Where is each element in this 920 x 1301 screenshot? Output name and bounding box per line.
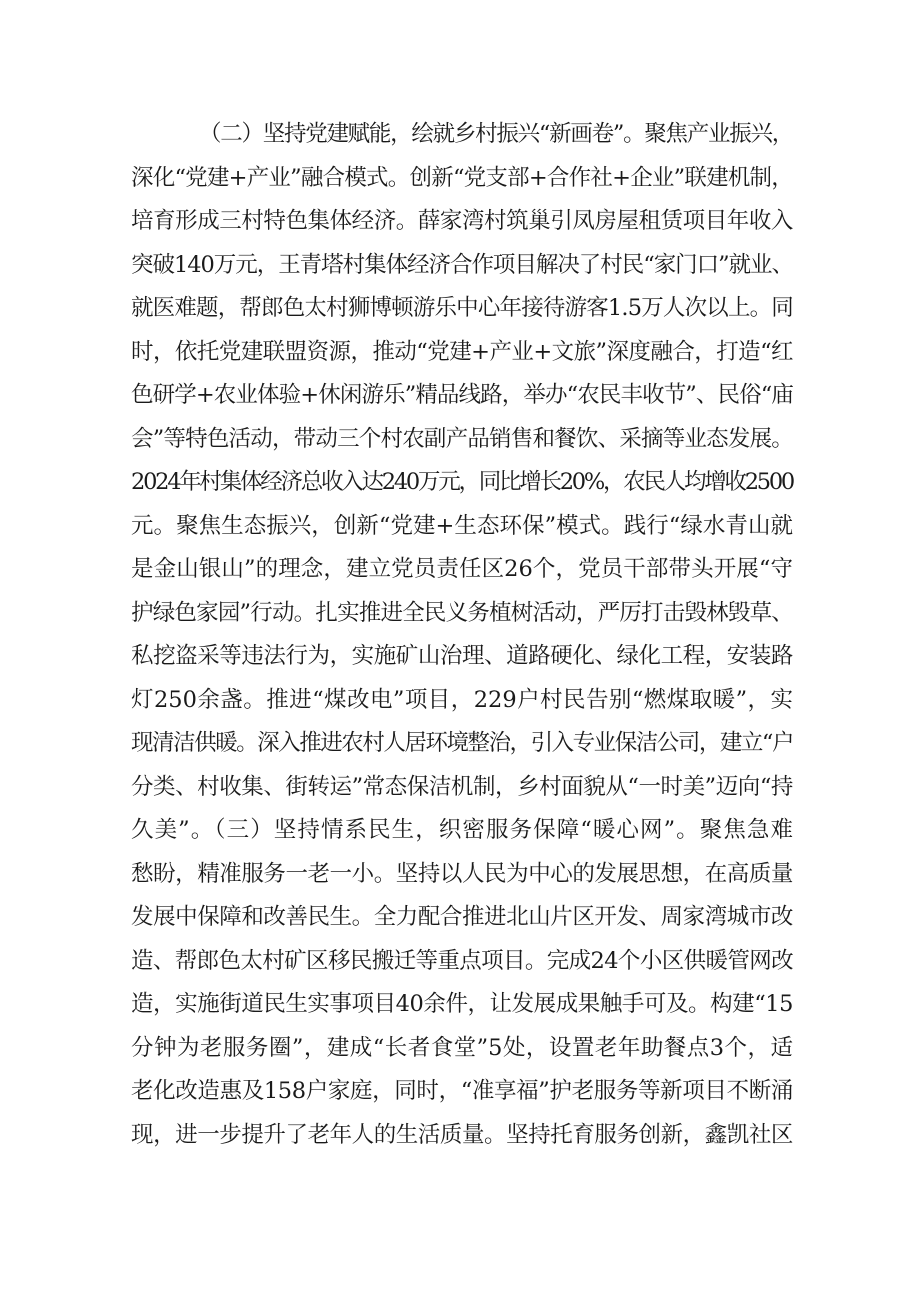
text-line: 时，依托党建联盟资源，推动“党建+产业+文旅”深度融合，打造“红	[131, 338, 793, 365]
text-line: 造，实施街道民生实事项目40余件，让发展成果触手可及。构建“15	[131, 991, 793, 1017]
text-line: 是金山银山”的理念，建立党员责任区26个，党员干部带头开展“守	[131, 556, 793, 582]
text-line: 会”等特色活动，带动三个村农副产品销售和餐饮、采摘等业态发展。	[131, 425, 793, 452]
text-line: 色研学+农业体验+休闲游乐”精品线路，举办“农民丰收节”、民俗“庙	[131, 382, 793, 408]
text-line: 护绿色家园”行动。扎实推进全民义务植树活动，严厉打击毁林毁草、	[131, 599, 793, 626]
text-line: 现清洁供暖。深入推进农村人居环境整治，引入专业保洁公司，建立“户	[131, 730, 793, 756]
text-line: 造、帮郎色太村矿区移民搬迁等重点项目。完成24个小区供暖管网改	[131, 947, 793, 974]
text-line: 就医难题，帮郎色太村狮博顿游乐中心年接待游客1.5万人次以上。同	[131, 295, 793, 321]
text-line: （二）坚持党建赋能，绘就乡村振兴“新画卷”。聚焦产业振兴，	[199, 121, 793, 147]
text-line: 2024年村集体经济总收入达240万元，同比增长20%，农民人均增收2500	[131, 469, 793, 495]
text-line: 久美”。（三）坚持情系民生，织密服务保障“暖心网”。聚焦急难	[131, 817, 793, 843]
text-line: 突破140万元，王青塔村集体经济合作项目解决了村民“家门口”就业、	[131, 251, 793, 278]
text-line: 元。聚焦生态振兴，创新“党建+生态环保”模式。践行“绿水青山就	[131, 512, 793, 539]
text-line: 愁盼，精准服务一老一小。坚持以人民为中心的发展思想，在高质量	[131, 860, 793, 887]
text-line: 发展中保障和改善民生。全力配合推进北山片区开发、周家湾城市改	[131, 904, 793, 930]
text-line: 分钟为老服务圈”，建成“长者食堂”5处，设置老年助餐点3个，适	[131, 1034, 793, 1061]
text-line: 私挖盗采等违法行为，实施矿山治理、道路硬化、绿化工程，安装路	[131, 643, 793, 669]
body-text	[131, 113, 793, 1157]
text-line: 深化“党建+产业”融合模式。创新“党支部+合作社+企业”联建机制，	[131, 164, 793, 191]
text-line: 分类、村收集、街转运”常态保洁机制，乡村面貌从“一时美”迈向“持	[131, 773, 793, 800]
text-line: 现，进一步提升了老年人的生活质量。坚持托育服务创新，鑫凯社区	[131, 1121, 793, 1148]
text-line: 培育形成三村特色集体经济。薛家湾村筑巢引凤房屋租赁项目年收入	[131, 208, 793, 234]
text-line: 灯250余盏。推进“煤改电”项目，229户村民告别“燃煤取暖”，实	[131, 686, 793, 713]
text-line: 老化改造惠及158户家庭，同时，“准享福”护老服务等新项目不断涌	[131, 1078, 793, 1104]
